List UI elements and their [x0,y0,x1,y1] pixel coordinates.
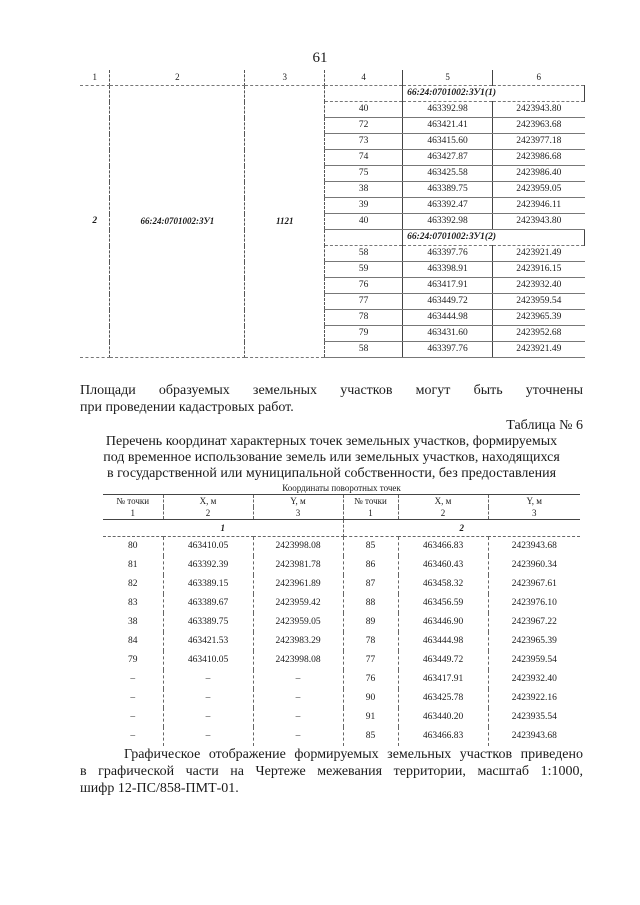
y-coordinate: 2423986.40 [493,166,585,182]
point-number: 84 [103,632,163,651]
y-coordinate: 2423943.80 [493,102,585,118]
x-coordinate: 463425.58 [403,166,493,182]
table-row [103,556,580,575]
table-row [103,708,580,727]
column-number: 2 [110,70,245,86]
group-label: 1 [103,520,343,537]
table-row [103,651,580,670]
y-coordinate: 2423961.89 [253,575,343,594]
point-number: 38 [325,182,403,198]
y-coordinate: – [253,670,343,689]
point-number: 73 [325,134,403,150]
point-number: – [103,708,163,727]
y-coordinate: 2423967.22 [511,616,557,627]
point-number: 83 [103,594,163,613]
column-number: 6 [493,70,585,86]
x-coordinate: – [163,689,253,708]
point-number: 78 [325,310,403,326]
point-number: 40 [325,102,403,118]
column-header: № точки [103,495,163,508]
y-coordinate: 2423959.54 [511,654,557,665]
point-number: 58 [325,342,403,358]
y-coordinate: 2423998.08 [253,651,343,670]
x-coordinate: 463410.05 [163,651,253,670]
x-coordinate: 463456.59 [398,594,488,613]
x-coordinate: 463446.90 [398,613,488,632]
x-coordinate: 463431.60 [403,326,493,342]
x-coordinate: 463389.75 [163,613,253,632]
point-number: 79 [103,651,163,670]
table-title-row [103,482,580,495]
point-number: 80 [103,537,163,557]
table-6-caption-line-2: под временное использование земель или земельных участков, находящихся [103,450,560,465]
y-coordinate: 2423986.68 [493,150,585,166]
x-coordinate: 463389.67 [163,594,253,613]
point-number: 79 [325,326,403,342]
x-coordinate: 463466.83 [398,537,488,557]
table-title: Координаты поворотных точек [103,482,580,495]
table-row [103,613,580,632]
point-number: – [103,670,163,689]
cadastral-number: 66:24:0701002:ЗУ1 [110,86,245,358]
table-row [103,727,580,746]
x-coordinate: 463397.76 [403,246,493,262]
table-row [103,689,580,708]
point-number: 82 [103,575,163,594]
x-coordinate: 463397.76 [403,342,493,358]
column-number: 1 [103,507,163,520]
y-coordinate: 2423922.16 [511,692,557,703]
table-row [103,632,580,651]
y-coordinate: 2423946.11 [493,198,585,214]
y-coordinate: 2423976.10 [511,597,557,608]
point-number: 90 [343,689,398,708]
x-coordinate: 463449.72 [403,294,493,310]
column-header-row [103,495,580,508]
x-coordinate: – [163,670,253,689]
x-coordinate: 463425.78 [398,689,488,708]
paragraph-graphic-note-end: шифр 12-ПС/858-ПМТ-01. [80,781,239,796]
x-coordinate: – [163,727,253,746]
table-6-caption-line-1: Перечень координат характерных точек земельных участков, формируемых [105,434,558,449]
point-number: 75 [325,166,403,182]
column-number: 4 [325,70,403,86]
column-header: X, м [163,495,253,508]
point-number: 72 [325,118,403,134]
y-coordinate: – [253,708,343,727]
paragraph-area-note-cont: при проведении кадастровых работ. [80,400,294,415]
paragraph-graphic-note-cont: в графической части на Чертеже межевания территории, масштаб 1:1000, [80,764,583,779]
point-number: 78 [343,632,398,651]
point-number: 81 [103,556,163,575]
group-label-row [103,520,580,537]
y-coordinate: 2423935.54 [511,711,557,722]
column-number: 2 [163,507,253,520]
x-coordinate: 463389.75 [403,182,493,198]
subsection-spacer [325,86,403,102]
table-row [103,594,580,613]
point-number: 39 [325,198,403,214]
y-coordinate: 2423932.40 [511,673,557,684]
y-coordinate: – [253,727,343,746]
x-coordinate: 463421.53 [163,632,253,651]
y-coordinate: 2423959.42 [253,594,343,613]
x-coordinate: 463427.87 [403,150,493,166]
y-coordinate: 2423981.78 [253,556,343,575]
subsection-spacer [325,230,403,246]
group-label: 2 [343,520,580,537]
x-coordinate: 463449.72 [398,651,488,670]
y-coordinate: 2423965.39 [511,635,557,646]
y-coordinate: 2423965.39 [493,310,585,326]
y-coordinate: 2423963.68 [493,118,585,134]
x-coordinate: 463410.05 [163,537,253,557]
y-coordinate: 2423959.05 [253,613,343,632]
x-coordinate: 463466.83 [398,727,488,746]
y-coordinate: 2423983.29 [253,632,343,651]
x-coordinate: 463421.41 [403,118,493,134]
subsection-row [80,86,585,102]
point-number: 58 [325,246,403,262]
x-coordinate: 463389.15 [163,575,253,594]
subsection-title: 66:24:0701002:ЗУ1(1) [403,86,585,102]
column-number: 5 [403,70,493,86]
x-coordinate: 463392.98 [403,102,493,118]
table-6-caption-line-3: в государственной или муниципальной собственности, без предоставления [106,466,557,481]
point-number: 77 [343,651,398,670]
subsection-title: 66:24:0701002:ЗУ1(2) [403,230,585,246]
table-header-row [80,70,585,86]
x-coordinate: 463417.91 [403,278,493,294]
x-coordinate: 463392.98 [403,214,493,230]
x-coordinate: 463444.98 [403,310,493,326]
point-number: – [103,689,163,708]
x-coordinate: 463415.60 [403,134,493,150]
column-number: 3 [253,507,343,520]
y-coordinate: 2423943.68 [511,540,557,551]
y-coordinate: 2423959.05 [493,182,585,198]
row-number: 2 [80,86,110,358]
y-coordinate: 2423943.80 [493,214,585,230]
y-coordinate: – [253,689,343,708]
paragraph-area-note: Площади образуемых земельных участков могут быть уточнены [80,383,583,398]
x-coordinate: 463417.91 [398,670,488,689]
y-coordinate: 2423921.49 [493,342,585,358]
x-coordinate: – [163,708,253,727]
column-header: Y, м [253,495,343,508]
column-number: 2 [398,507,488,520]
area-value: 1121 [245,86,325,358]
table-row [103,537,580,557]
y-coordinate: 2423943.68 [511,730,557,741]
column-number: 3 [245,70,325,86]
table-6-label: Таблица № 6 [506,418,583,433]
point-number: 87 [343,575,398,594]
x-coordinate: 463392.39 [163,556,253,575]
point-number: – [103,727,163,746]
column-header: X, м [398,495,488,508]
column-header: № точки [343,495,398,508]
x-coordinate: 463392.47 [403,198,493,214]
column-number-row [103,507,580,520]
coordinates-table-6 [103,482,580,746]
page-number: 61 [312,50,328,66]
column-header: Y, м [526,495,543,506]
point-number: 89 [343,613,398,632]
y-coordinate: 2423952.68 [493,326,585,342]
x-coordinate: 463440.20 [398,708,488,727]
x-coordinate: 463458.32 [398,575,488,594]
column-number: 1 [80,70,110,86]
y-coordinate: 2423977.18 [493,134,585,150]
point-number: 59 [325,262,403,278]
point-number: 76 [325,278,403,294]
y-coordinate: 2423959.54 [493,294,585,310]
point-number: 40 [325,214,403,230]
x-coordinate: 463398.91 [403,262,493,278]
point-number: 85 [343,537,398,557]
point-number: 88 [343,594,398,613]
coordinates-table-zu1 [80,70,585,358]
y-coordinate: 2423998.08 [253,537,343,557]
y-coordinate: 2423967.61 [511,578,557,589]
x-coordinate: 463444.98 [398,632,488,651]
point-number: 74 [325,150,403,166]
paragraph-graphic-note: Графическое отображение формируемых земельных участков приведено [124,747,583,762]
point-number: 91 [343,708,398,727]
point-number: 77 [325,294,403,310]
y-coordinate: 2423960.34 [511,559,557,570]
y-coordinate: 2423932.40 [493,278,585,294]
column-number: 3 [488,507,580,520]
table-row [103,670,580,689]
column-number: 1 [343,507,398,520]
y-coordinate: 2423921.49 [493,246,585,262]
point-number: 38 [103,613,163,632]
point-number: 85 [343,727,398,746]
point-number: 76 [343,670,398,689]
x-coordinate: 463460.43 [398,556,488,575]
table-row [103,575,580,594]
point-number: 86 [343,556,398,575]
y-coordinate: 2423916.15 [493,262,585,278]
